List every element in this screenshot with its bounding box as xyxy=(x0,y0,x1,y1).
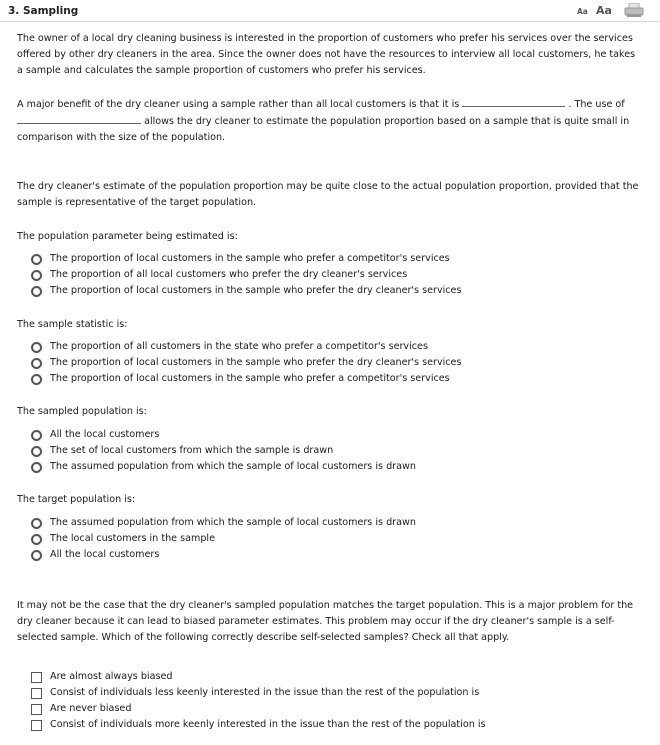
question-1-prompt: The population parameter being estimated is: xyxy=(17,231,238,242)
q3-option-1[interactable]: All the local customers xyxy=(31,427,159,443)
radio-button[interactable] xyxy=(31,518,42,529)
q1-option-2[interactable]: The proportion of all local customers who prefer the dry cleaner's services xyxy=(31,267,407,283)
q1-option-1[interactable]: The proportion of local customers in the sample who prefer a competitor's services xyxy=(31,251,450,267)
q4-option-3[interactable]: All the local customers xyxy=(31,547,159,563)
increase-font-button[interactable]: Aa xyxy=(596,4,612,17)
checkbox[interactable] xyxy=(31,688,42,699)
q2-option-1[interactable]: The proportion of all customers in the state who prefer a competitor's services xyxy=(31,339,428,355)
check-option-2[interactable]: Consist of individuals less keenly interested in the issue than the rest of the population is xyxy=(31,685,479,701)
radio-button[interactable] xyxy=(31,430,42,441)
q4-option-2[interactable]: The local customers in the sample xyxy=(31,531,215,547)
question-2-prompt: The sample statistic is: xyxy=(17,319,128,330)
bias-paragraph: It may not be the case that the dry cleaner's sampled population matches the target population. This is a major problem for the dry cleaner because it can lead to biased parameter estimates. This problem may occur if the dry cleaner's sample is a self-selected sample. Which of the following correctly describe self-selected samples? Check all that apply. xyxy=(17,600,634,643)
blank-dropdown-1[interactable] xyxy=(462,96,565,107)
fill-in-paragraph xyxy=(17,96,642,146)
checkbox[interactable] xyxy=(31,672,42,683)
radio-button[interactable] xyxy=(31,358,42,369)
q2-option-3[interactable]: The proportion of local customers in the sample who prefer a competitor's services xyxy=(31,371,450,387)
check-option-3[interactable]: Are never biased xyxy=(31,701,131,717)
radio-button[interactable] xyxy=(31,462,42,473)
check-option-1[interactable]: Are almost always biased xyxy=(31,669,172,685)
radio-button[interactable] xyxy=(31,254,42,265)
fill-text-3: allows the dry cleaner to estimate the population proportion based on a sample that is quite small in comparison with the size of the population. xyxy=(17,116,630,143)
checkbox[interactable] xyxy=(31,704,42,715)
header-bar xyxy=(0,0,660,22)
q3-option-3[interactable]: The assumed population from which the sample of local customers is drawn xyxy=(31,459,416,475)
q3-option-2[interactable]: The set of local customers from which the sample is drawn xyxy=(31,443,333,459)
radio-button[interactable] xyxy=(31,550,42,561)
estimate-paragraph: The dry cleaner's estimate of the population proportion may be quite close to the actual population proportion, provided that the sample is representative of the target population. xyxy=(17,181,639,208)
radio-button[interactable] xyxy=(31,270,42,281)
checkbox[interactable] xyxy=(31,720,42,731)
decrease-font-button[interactable]: Aa xyxy=(577,7,588,16)
q1-option-3[interactable]: The proportion of local customers in the sample who prefer the dry cleaner's services xyxy=(31,283,461,299)
question-title: 3. Sampling xyxy=(8,5,79,17)
radio-button[interactable] xyxy=(31,446,42,457)
question-3-prompt: The sampled population is: xyxy=(17,406,147,417)
print-icon[interactable] xyxy=(624,3,644,17)
radio-button[interactable] xyxy=(31,534,42,545)
radio-button[interactable] xyxy=(31,342,42,353)
question-4-prompt: The target population is: xyxy=(17,494,136,505)
radio-button[interactable] xyxy=(31,374,42,385)
q2-option-2[interactable]: The proportion of local customers in the sample who prefer the dry cleaner's services xyxy=(31,355,461,371)
intro-paragraph: The owner of a local dry cleaning business is interested in the proportion of customers who prefer his services over the services offered by other dry cleaners in the area. Since the owner does not have the resources to interview all local customers, he takes a sample and calculates the sample proportion of customers who prefer his services. xyxy=(17,33,636,76)
radio-button[interactable] xyxy=(31,286,42,297)
q4-option-1[interactable]: The assumed population from which the sample of local customers is drawn xyxy=(31,515,416,531)
blank-dropdown-2[interactable] xyxy=(17,113,141,124)
fill-text-1: A major benefit of the dry cleaner using a sample rather than all local customers is that it is xyxy=(17,99,460,110)
check-option-4[interactable]: Consist of individuals more keenly interested in the issue than the rest of the population is xyxy=(31,717,486,733)
fill-text-2: . The use of xyxy=(568,99,625,110)
